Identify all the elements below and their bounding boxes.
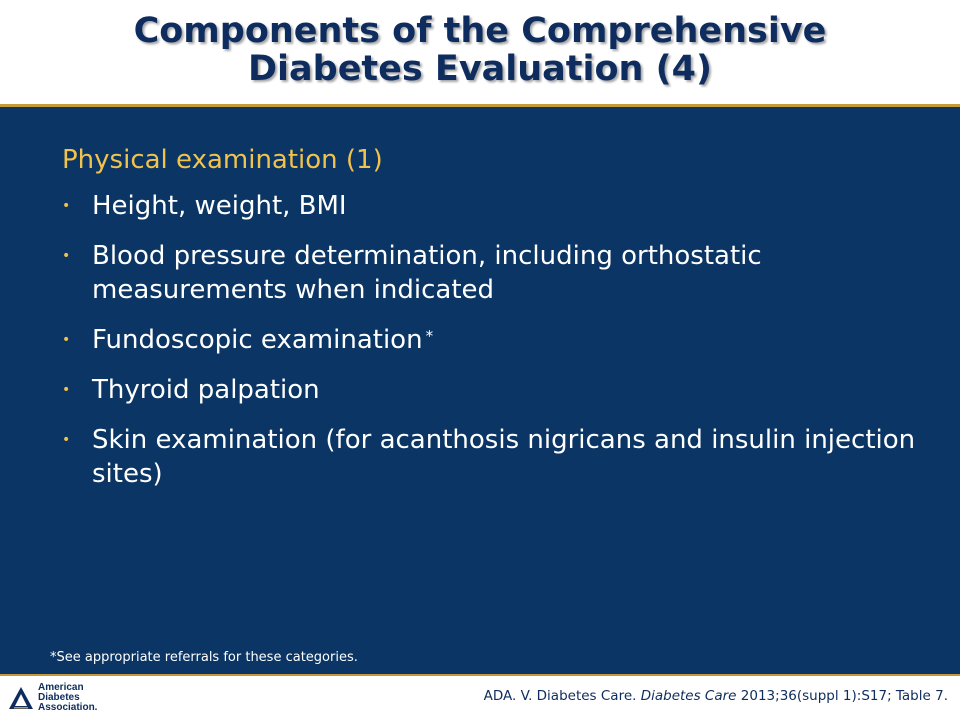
bullet-item [62,423,942,491]
bullet-item [62,239,942,307]
citation-journal: Diabetes Care [640,688,737,704]
slide-content [0,107,960,674]
section-heading: Physical examination (1) [62,145,383,175]
title-band [0,0,960,104]
bullet-text: Skin examination (for acanthosis nigricans and insulin injection sites) [92,425,916,489]
slide-title-line-1: Components of the Comprehensive [133,11,827,51]
ada-logo-text [38,683,97,713]
footnote-marker: * [425,327,434,345]
bullet-text: Fundoscopic examination [92,325,423,355]
ada-triangle-logo-icon [8,686,34,710]
bullet-text: Blood pressure determination, including orthostatic measurements when indicated [92,241,762,305]
bullet-item [62,189,942,223]
logo-line-2: Diabetes [38,692,80,703]
footnote: *See appropriate referrals for these categories. [50,650,358,665]
slide-title [0,12,960,88]
bullet-icon: • [62,432,71,448]
bullet-icon: • [62,332,71,348]
citation-suffix: 2013;36(suppl 1):S17; Table 7. [736,688,948,704]
bullet-icon: • [62,198,71,214]
bullet-icon: • [62,382,71,398]
citation-prefix: ADA. V. Diabetes Care. [483,688,641,704]
bullet-icon: • [62,248,71,264]
slide-title-line-2: Diabetes Evaluation (4) [247,49,713,89]
bullet-text: Height, weight, BMI [92,191,347,221]
bullet-item [62,323,942,357]
bullet-text: Thyroid palpation [92,375,320,405]
ada-logo [8,680,128,716]
footer [0,676,960,720]
bullet-item [62,373,942,407]
logo-line-1: American [38,682,84,693]
logo-line-3: Association. [38,702,98,713]
bullet-list [62,189,942,507]
citation [484,688,948,704]
